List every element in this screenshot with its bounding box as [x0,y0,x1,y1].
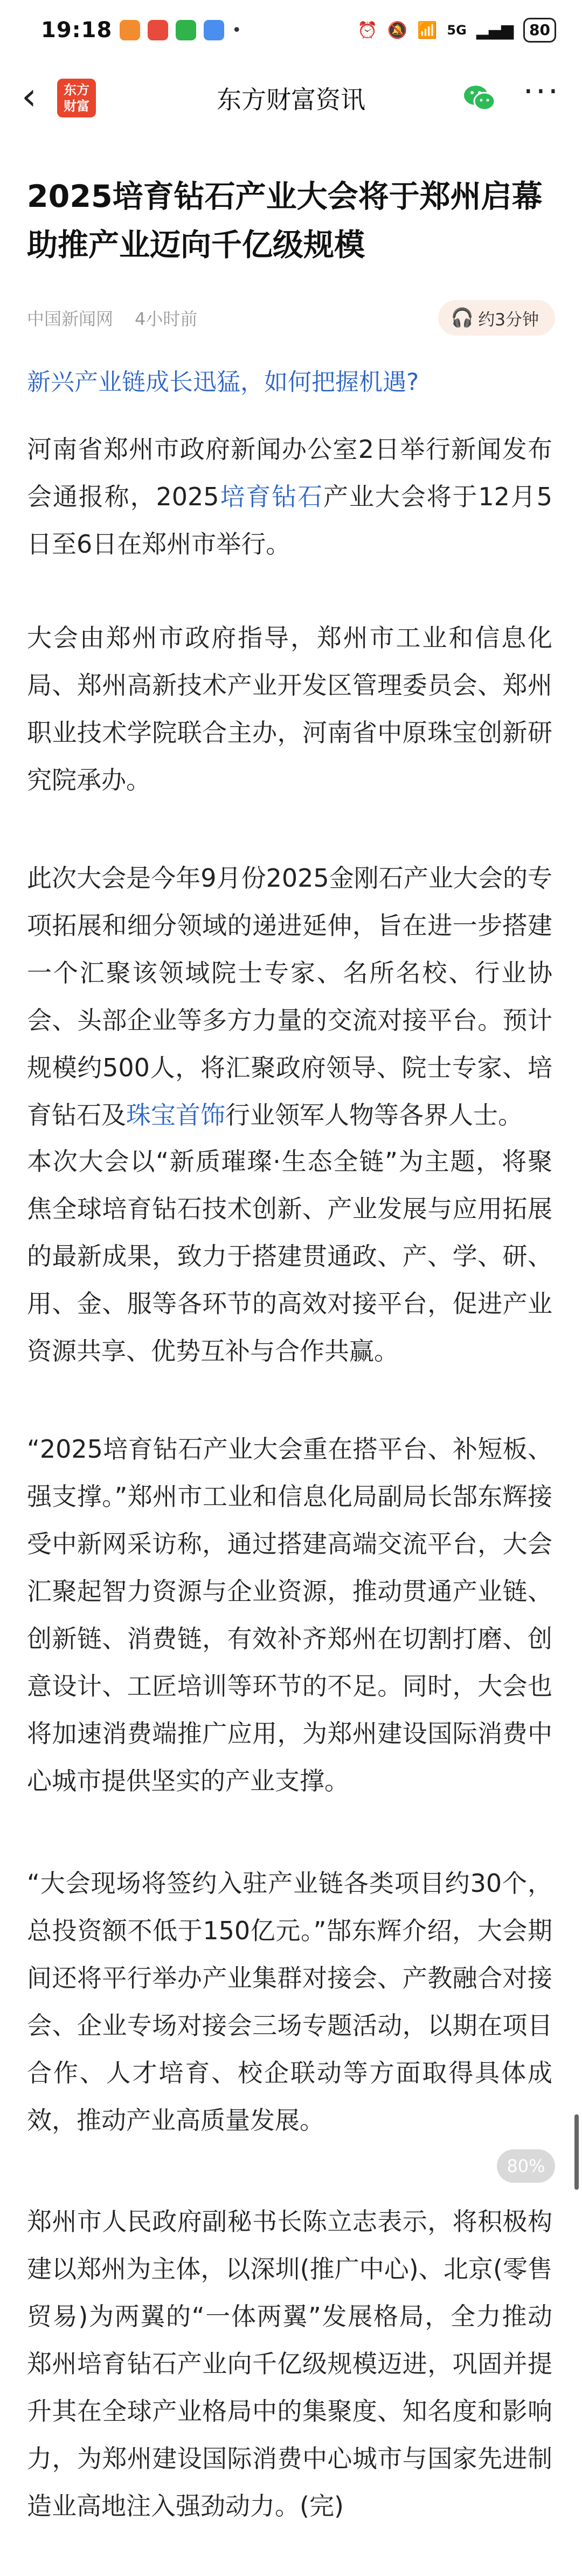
app-notification-icon [120,20,140,40]
network-type: 5G [447,23,467,38]
chevron-left-icon[interactable]: ‹ [22,74,37,119]
wechat-share-icon[interactable] [463,83,496,113]
paragraph-6: “大会现场将签约入驻产业链各类项目约30个，总投资额不低于150亿元。”郜东辉介绍，大会期间还将平行举办产业集群对接会、产教融合对接会、企业专场对接会三场专题活动，以期在项目合作、人才培育、校企联动等方面取得具体成效，推动产业高质量发展。 [27,1869,552,2135]
nav-bar [0,60,582,136]
logo-text-bottom: 财富 [64,99,89,114]
scroll-progress-badge: 80% [497,2149,555,2183]
article-subtitle[interactable]: 新兴产业链成长迅猛，如何把握机遇? [27,368,419,396]
nav-actions [463,73,560,113]
read-time-label: 约3分钟 [478,310,539,330]
status-right [357,18,556,43]
message-notification-icon [204,20,224,40]
paragraph-7: 郑州市人民政府副秘书长陈立志表示，将积极构建以郑州为主体，以深圳(推广中心)、北京(零售贸易)为两翼的“一体两翼”发展格局，全力推动郑州培育钻石产业向千亿级规模迈进，巩固并提升其在全球产业格局中的集聚度、知名度和影响力，为郑州建设国际消费中心城市与国家先进制造业高地注入强劲动力。(完) [27,2207,552,2521]
more-options-icon[interactable]: ··· [523,73,560,110]
status-left [41,18,241,43]
more-notifications-icon: • [232,20,242,40]
paragraph-4: 本次大会以“新质璀璨·生态全链”为主题，将聚焦全球培育钻石技术创新、产业发展与应用拓展的最新成果，致力于搭建贯通政、产、学、研、用、金、服等各环节的高效对接平台，促进产业资源共享、优势互补与合作共赢。 [27,1147,552,1366]
status-bar [0,0,582,60]
read-time-badge [438,300,555,336]
logo-text-top: 东方 [64,82,89,98]
keyword-link-jewelry[interactable]: 珠宝首饰 [126,1101,225,1130]
nav-title: 东方财富资讯 [217,85,365,114]
weibo-notification-icon [148,20,168,40]
article-time: 4小时前 [135,309,198,329]
battery-indicator: 80 [523,18,556,43]
paragraph-5: “2025培育钻石产业大会重在搭平台、补短板、强支撑。”郑州市工业和信息化局副局长郜东辉接受中新网采访称，通过搭建高端交流平台，大会汇聚起智力资源与企业资源，推动贯通产业链、创新链、消费链，有效补齐郑州在切割打磨、创意设计、工匠培训等环节的不足。同时，大会也将加速消费端推广应用，为郑州建设国际消费中心城市提供坚实的产业支撑。 [27,1435,552,1795]
paragraph-3-text-b: 行业领军人物等各界人士。 [225,1101,523,1130]
paragraph-3 [27,854,552,1139]
signal-icon: ▂▄▆ [476,20,514,40]
alarm-icon: ⏰ [357,20,378,40]
paragraph-1-text-a: 河南省郑州市政府新闻办公室2日举行新闻发布会通报称，2025 [27,435,552,511]
mute-icon: 🔕 [387,20,408,40]
wifi-icon: 📶 [417,20,438,40]
status-time: 19:18 [41,18,113,43]
paragraph-1 [27,426,552,568]
paragraph-2: 大会由郑州市政府指导，郑州市工业和信息化局、郑州高新技术产业开发区管理委员会、郑州职业技术学院联合主办，河南省中原珠宝创新研究院承办。 [27,623,552,795]
headphone-icon: 🎧 [451,307,474,329]
eastmoney-logo[interactable] [57,79,96,117]
article-source[interactable]: 中国新闻网 [27,309,114,329]
article-meta [27,299,555,337]
paragraph-1-text-b: 产业大会将于12月5日至6日在郑州市举行。 [27,482,552,559]
scrollbar-thumb[interactable] [574,2114,579,2190]
article-title: 2025培育钻石产业大会将于郑州启幕 助推产业迈向千亿级规模 [27,179,543,263]
paragraph-3-text-a: 此次大会是今年9月份2025金刚石产业大会的专项拓展和细分领域的递进延伸，旨在进一步搭建一个汇聚该领域院士专家、名所名校、行业协会、头部企业等多方力量的交流对接平台。预计规模约500人，将汇聚政府领导、院士专家、培育钻石及 [27,864,552,1130]
keyword-link-diamond[interactable]: 培育钻石 [219,482,324,511]
wechat-notification-icon [176,20,196,40]
